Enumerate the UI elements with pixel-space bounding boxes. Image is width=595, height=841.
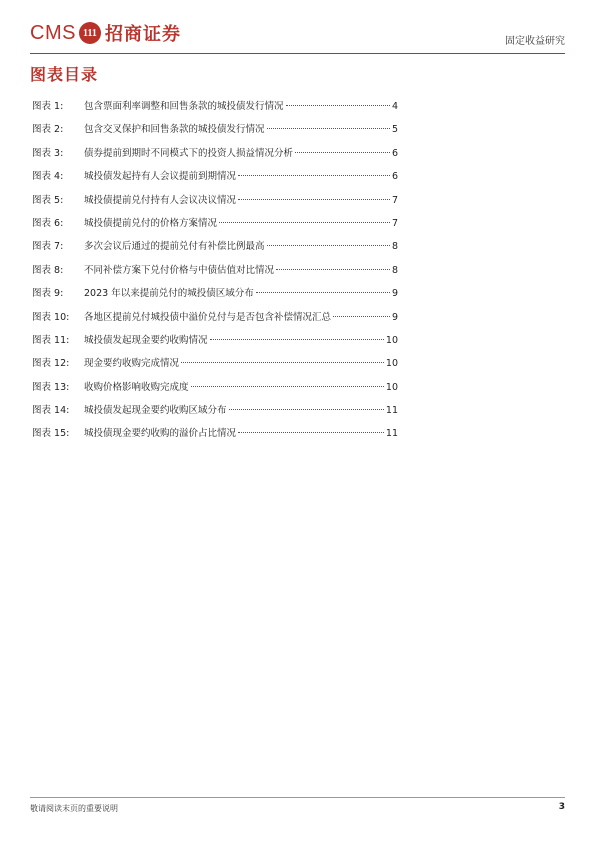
toc-item-label: 图表 9:: [32, 288, 64, 300]
toc-dot-leader: [267, 128, 390, 129]
toc-item-page: 7: [391, 194, 398, 206]
toc-item-label: 图表 5:: [32, 194, 64, 206]
toc-item[interactable]: [32, 145, 398, 168]
toc-item-title: 包含票面利率调整和回售条款的城投债发行情况: [84, 101, 284, 112]
toc-item[interactable]: [32, 355, 398, 378]
toc-item-label: 图表 1:: [32, 101, 64, 112]
toc-item-label: 图表 11:: [32, 334, 70, 346]
toc-item-title: 2023 年以来提前兑付的城投债区域分布: [84, 288, 254, 300]
logo-brand-cn: 招商证券: [104, 24, 181, 45]
toc-item[interactable]: [32, 168, 398, 191]
toc-item[interactable]: [32, 215, 398, 238]
toc-item-page: 11: [385, 428, 398, 440]
toc-dot-leader: [229, 409, 384, 410]
toc-item[interactable]: [32, 192, 398, 215]
toc-item-page: 10: [385, 381, 398, 393]
toc-item-label: 图表 3:: [32, 147, 64, 159]
toc-dot-leader: [238, 199, 390, 200]
toc-item-label: 图表 4:: [32, 171, 64, 183]
toc-item-title: 不同补偿方案下兑付价格与中债估值对比情况: [84, 264, 275, 276]
toc-dot-leader: [333, 316, 390, 317]
page-header: [30, 20, 565, 52]
toc-item-label: 图表 7:: [32, 241, 64, 253]
toc-dot-leader: [267, 245, 390, 246]
toc-item-label: 图表 13:: [32, 381, 70, 393]
toc-title: 图表目录: [30, 65, 99, 84]
toc-item-label: 图表 10:: [32, 311, 70, 323]
toc-dot-leader: [286, 105, 390, 106]
toc-item-title: 城投债发起现金要约收购情况: [84, 334, 208, 346]
document-type: 固定收益研究: [505, 36, 565, 47]
toc-dot-leader: [256, 292, 390, 293]
toc-item-title: 现金要约收购完成情况: [84, 358, 180, 370]
toc-item-page: 8: [391, 264, 398, 276]
toc-item-page: 9: [391, 288, 398, 300]
toc-item-page: 10: [385, 334, 398, 346]
toc-item-label: 图表 15:: [32, 428, 70, 440]
header-divider: [30, 53, 565, 54]
toc-dot-leader: [295, 152, 390, 153]
toc-item-page: 5: [391, 124, 398, 136]
toc-item-page: 7: [391, 217, 398, 229]
toc-item[interactable]: [32, 238, 398, 261]
toc-item-page: 10: [385, 358, 398, 370]
page-number: 3: [558, 802, 565, 812]
toc-item-title: 城投债发起持有人会议提前到期情况: [84, 171, 237, 183]
toc-item-page: 11: [385, 405, 398, 417]
toc-item[interactable]: [32, 309, 398, 332]
toc-item[interactable]: [32, 98, 398, 121]
toc-dot-leader: [191, 386, 384, 387]
toc-item-title: 城投债提前兑付持有人会议决议情况: [84, 194, 237, 206]
toc-dot-leader: [276, 269, 390, 270]
toc-item-page: 8: [391, 241, 398, 253]
toc-item-label: 图表 6:: [32, 217, 64, 229]
toc-dot-leader: [219, 222, 390, 223]
logo-cms-text: CMS: [30, 21, 76, 44]
toc-item-label: 图表 2:: [32, 124, 64, 136]
toc-item-page: 6: [391, 147, 398, 159]
toc-item-page: 6: [391, 171, 398, 183]
toc-item-title: 各地区提前兑付城投债中溢价兑付与是否包含补偿情况汇总: [84, 311, 332, 323]
toc-item-title: 城投债发起现金要约收购区域分布: [84, 405, 227, 417]
toc-item-page: 9: [391, 311, 398, 323]
toc-item-title: 收购价格影响收购完成度: [84, 381, 189, 393]
toc-item-title: 城投债提前兑付的价格方案情况: [84, 217, 218, 229]
toc-item[interactable]: [32, 262, 398, 285]
toc-item-title: 债券提前到期时不同模式下的投资人损益情况分析: [84, 147, 294, 159]
toc-item-page: 4: [391, 101, 398, 112]
toc-dot-leader: [210, 339, 384, 340]
toc-dot-leader: [238, 432, 384, 433]
toc-item[interactable]: [32, 425, 398, 448]
company-logo: [30, 20, 181, 46]
toc-item[interactable]: [32, 332, 398, 355]
footer-divider: [30, 797, 565, 798]
toc-dot-leader: [238, 175, 390, 176]
toc-item-label: 图表 12:: [32, 358, 70, 370]
toc-item[interactable]: [32, 285, 398, 308]
toc-item-title: 包含交叉保护和回售条款的城投债发行情况: [84, 124, 265, 136]
logo-mark-icon: 111: [79, 22, 101, 44]
toc-item-title: 城投债现金要约收购的溢价占比情况: [84, 428, 237, 440]
toc-item[interactable]: [32, 121, 398, 144]
toc-item-label: 图表 8:: [32, 264, 64, 276]
footer-disclaimer: 敬请阅读末页的重要说明: [30, 804, 118, 813]
toc-item-title: 多次会议后通过的提前兑付有补偿比例最高: [84, 241, 265, 253]
toc-item[interactable]: [32, 402, 398, 425]
toc-item-label: 图表 14:: [32, 405, 70, 417]
toc-dot-leader: [181, 362, 384, 363]
toc-list: [32, 98, 398, 449]
toc-item[interactable]: [32, 379, 398, 402]
